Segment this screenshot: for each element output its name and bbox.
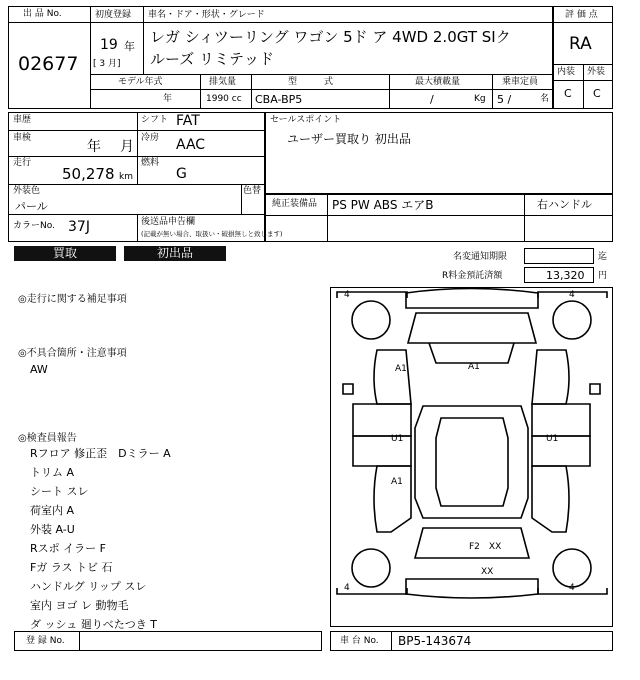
equipment-label: 純正装備品 [272,199,318,209]
steering-value: 右ハンドル [537,198,592,211]
shift-value: FAT [176,113,200,129]
inspection-year: 年 [87,139,101,155]
aftermarket-label: 後送品申告欄 [141,217,196,227]
displacement: 1990 cc [206,94,242,104]
mileage-value: 50,278 [62,165,115,183]
tag-buyback: 買取 [14,246,116,261]
type-value: CBA-BP5 [255,93,303,106]
shift-label: シフト [141,115,169,125]
title-change-box [524,248,594,264]
tag-first-listing: 初出品 [124,246,226,261]
max-load: / [430,93,434,106]
inspector-line: 外装 A-U [30,523,75,536]
tire-front-left-label: 4 [344,290,350,300]
registration-number-label: 登 録 No. [26,636,65,646]
chassis-number-label: 車 台 No. [340,636,379,646]
capacity-label: 乗車定員 [502,77,539,87]
repaint-label: 色替 [243,186,262,196]
defects-value: AW [30,363,48,376]
interior-label: 内装 [557,67,576,77]
max-load-unit: Kg [474,94,486,104]
recycle-value: 13,320 [546,269,585,282]
displacement-label: 排気量 [209,77,237,87]
first-registration-month: [ 3 月] [93,59,121,69]
ac-value: AAC [176,137,206,153]
interior-grade: C [564,87,572,100]
car-outline [331,288,612,626]
first-registration-year-unit: 年 [124,40,135,53]
title-change-unit: 迄 [598,252,608,262]
damage-mark: A1 [391,477,403,487]
exterior-label: 外装 [587,67,606,77]
lot-number-label: 出 品 No. [23,9,62,19]
aftermarket-note: (記載が無い場合、取扱い・破損無しと致します) [141,230,283,238]
damage-mark: U1 [546,434,559,444]
inspector-line: トリム A [30,466,75,479]
damage-mark: A1 [468,362,480,372]
damage-mark: A1 [395,364,407,374]
inspector-report-label: ◎検査員報告 [18,433,77,444]
fuel-value: G [176,166,187,182]
inspector-line: ダ ッシュ 廻りべたつき T [30,618,157,631]
first-registration-year: 19 [100,37,118,53]
vehicle-name: レガ シィツーリング ワゴン 5ド ア 4WD 2.0GT SIク [150,28,511,46]
history-label: 車歴 [13,115,32,125]
inspector-line: Rスポ イラー F [30,542,106,555]
mileage-label: 走行 [13,158,32,168]
tire-rear-right-label: 4 [569,583,575,593]
inspector-line: シート スレ [30,485,89,498]
equipment-value: PS PW ABS エアB [332,198,434,212]
mileage-unit: km [119,172,133,182]
model-year-unit: 年 [163,94,173,104]
chassis-number: BP5-143674 [398,634,472,648]
max-load-label: 最大積載量 [415,77,461,87]
recycle-label: R料金預託済額 [442,271,503,281]
first-registration-label: 初度登録 [95,10,132,20]
score-value: RA [569,34,592,54]
color-value: パール [15,200,48,213]
color-label: 外装色 [13,186,41,196]
inspection-month: 月 [120,139,134,155]
ac-label: 冷房 [141,133,160,143]
color-no-label: カラーNo. [13,221,55,231]
capacity-unit: 名 [540,94,550,104]
inspector-line: Fガ ラス トビ 石 [30,561,113,574]
sales-point: ユーザー買取り 初出品 [287,132,411,146]
tire-rear-left-label: 4 [344,583,350,593]
inspection-label: 車検 [13,133,32,143]
vehicle-name-line2: ルーズ リミテッド [150,50,275,68]
recycle-unit: 円 [598,271,608,281]
driving-remarks-label: ◎走行に関する補足事項 [18,294,127,305]
exterior-grade: C [593,87,601,100]
model-year-label: モデル年式 [118,77,163,87]
defects-label: ◎不具合箇所・注意事項 [18,348,127,359]
title-change-label: 名変通知期限 [453,252,508,262]
type-label: 型 式 [288,77,334,87]
tire-front-right-label: 4 [569,290,575,300]
lot-number: 02677 [18,53,79,75]
sales-point-label: セールスポイント [270,115,342,125]
vehicle-name-label: 車名・ドア・形状・グレード [148,10,265,20]
inspector-line: Rフロア 修正歪 Dミラー A [30,447,171,460]
damage-mark: XX [481,567,494,577]
fuel-label: 燃料 [141,158,160,168]
inspector-line: 荷室内 A [30,504,75,517]
inspector-line: 室内 ヨゴ レ 動物毛 [30,599,129,612]
inspector-line: ハンドルグ リップ スレ [30,580,147,593]
car-diagram [330,287,613,627]
damage-mark: U1 [391,434,404,444]
capacity: 5 / [497,93,512,106]
damage-mark: F2 XX [469,542,502,552]
score-label: 評 価 点 [565,10,598,20]
color-no-value: 37J [68,219,90,235]
